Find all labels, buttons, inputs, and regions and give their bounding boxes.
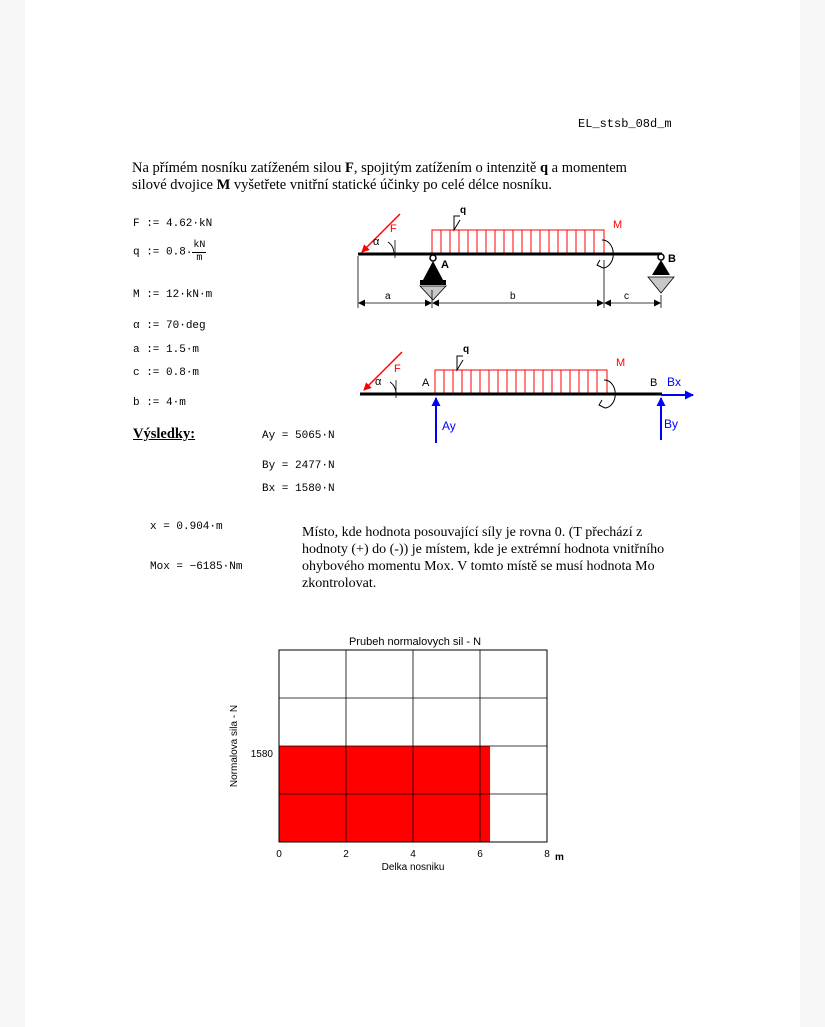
d2-label-q: q bbox=[463, 344, 470, 355]
intro-bold-M: M bbox=[216, 177, 231, 193]
result-Bx: Bx = 1580·N bbox=[262, 483, 335, 495]
d1-label-a: a bbox=[385, 291, 391, 302]
intro-text-1: Na přímém nosníku zatíženém silou bbox=[132, 160, 346, 176]
d2-label-A: A bbox=[422, 377, 430, 389]
beam-load-diagram bbox=[350, 200, 690, 315]
x-tick-label: 2 bbox=[343, 849, 349, 860]
intro-text-4: vyšetřete vnitřní statické účinky po celé délce nosníku. bbox=[230, 177, 552, 193]
d1-label-q: q bbox=[460, 205, 467, 216]
results-heading: Výsledky: bbox=[133, 426, 196, 442]
x-tick-labels bbox=[276, 849, 550, 860]
intro-bold-F: F bbox=[345, 160, 354, 176]
d1-label-M: M bbox=[613, 219, 623, 231]
result-Mox: Mox = −6185·Nm bbox=[150, 561, 243, 573]
result-By: By = 2477·N bbox=[262, 460, 335, 472]
x-tick-label: 8 bbox=[544, 849, 550, 860]
free-body-diagram bbox=[350, 340, 700, 445]
d1-label-F: F bbox=[390, 223, 397, 235]
note-paragraph: Místo, kde hodnota posouvající síly je rovna 0. (T přechází z hodnoty (+) do (-)) je místem, kde je extrémní hodnota vnitřního ohybového momentu Mox. V tomto místě se musí hodnota Mo zkontrolovat. bbox=[302, 525, 665, 591]
x-tick-label: 0 bbox=[276, 849, 282, 860]
intro-bold-q: q bbox=[539, 160, 549, 176]
d1-label-B: B bbox=[668, 253, 676, 265]
param-c: c := 0.8·m bbox=[133, 367, 200, 379]
param-alpha: α := 70·deg bbox=[133, 320, 206, 332]
param-b: b := 4·m bbox=[133, 397, 186, 409]
param-M: M := 12·kN·m bbox=[133, 289, 213, 301]
d2-label-F: F bbox=[394, 363, 401, 375]
param-a: a := 1.5·m bbox=[133, 344, 200, 356]
intro-text-2: , spojitým zatížením o intenzitě bbox=[353, 160, 540, 176]
document-id: EL_stsb_08d_m bbox=[578, 117, 672, 131]
distributed-load-2 bbox=[435, 356, 607, 393]
param-q: q := 0.8· $\frac{kN}{m}$ bbox=[133, 240, 206, 264]
d2-label-Bx: Bx bbox=[667, 375, 682, 389]
param-q-fraction: $\frac{kN}{m}$ bbox=[193, 240, 206, 264]
x-tick-label: 6 bbox=[477, 849, 483, 860]
d2-label-alpha: α bbox=[375, 376, 382, 388]
y-tick-label: 1580 bbox=[250, 749, 273, 760]
d1-label-A: A bbox=[441, 259, 449, 271]
result-x: x = 0.904·m bbox=[150, 521, 223, 533]
intro-text-3: a momentem silové dvojice bbox=[132, 160, 627, 193]
d1-label-alpha: α bbox=[373, 236, 380, 248]
d2-label-Ay: Ay bbox=[442, 419, 456, 433]
chart-title: Prubeh normalovych sil - N bbox=[348, 636, 482, 648]
d2-label-By: By bbox=[664, 417, 679, 431]
d2-label-B: B bbox=[650, 377, 658, 389]
normal-force-chart bbox=[215, 625, 595, 880]
x-tick-label: 4 bbox=[410, 849, 416, 860]
angle-arc bbox=[388, 242, 394, 254]
d2-label-M: M bbox=[616, 357, 626, 369]
y-axis-label: Normalova sila - N bbox=[229, 704, 240, 788]
param-F: F := 4.62·kN bbox=[133, 218, 213, 230]
result-Ay: Ay = 5065·N bbox=[262, 430, 335, 442]
x-axis-unit: m bbox=[555, 852, 564, 863]
x-axis-label: Delka nosniku bbox=[381, 862, 445, 873]
d1-label-c: c bbox=[624, 291, 629, 302]
problem-statement bbox=[132, 160, 632, 194]
distributed-load bbox=[432, 216, 604, 253]
d1-label-b: b bbox=[510, 291, 516, 302]
